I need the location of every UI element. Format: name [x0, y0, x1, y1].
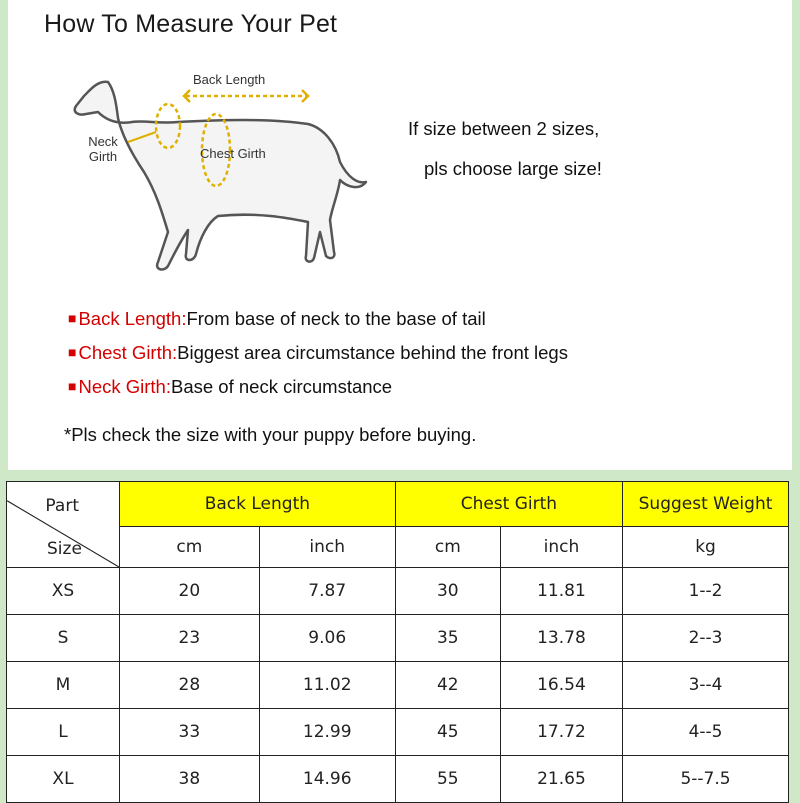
size-chart-table [6, 481, 789, 803]
table-cell: 17.72 [500, 709, 622, 756]
definition-neck-girth [68, 374, 568, 408]
bullet-icon: ■ [68, 378, 77, 394]
unit-cell: inch [259, 527, 395, 568]
table-cell: 23 [119, 615, 259, 662]
header-chest-girth: Chest Girth [395, 482, 622, 527]
table-cell: 35 [395, 615, 500, 662]
table-cell: 7.87 [259, 568, 395, 615]
dog-measurement-diagram [68, 62, 378, 282]
table-cell: 11.02 [259, 662, 395, 709]
size-cell: S [7, 615, 120, 662]
table-row [7, 709, 789, 756]
size-advice [408, 118, 708, 198]
page-title: How To Measure Your Pet [44, 10, 338, 38]
table-cell: 28 [119, 662, 259, 709]
table-cell: 9.06 [259, 615, 395, 662]
unit-cell: inch [500, 527, 622, 568]
table-cell: 21.65 [500, 756, 622, 803]
advice-line-2: pls choose large size! [424, 158, 602, 179]
measure-guide-panel [8, 0, 792, 470]
table-cell: 45 [395, 709, 500, 756]
table-cell: 2--3 [623, 615, 789, 662]
table-cell: 5--7.5 [623, 756, 789, 803]
unit-cell: cm [395, 527, 500, 568]
table-cell: 12.99 [259, 709, 395, 756]
table-cell: 3--4 [623, 662, 789, 709]
table-cell: 14.96 [259, 756, 395, 803]
size-cell: XS [7, 568, 120, 615]
table-unit-row [7, 527, 789, 568]
purchase-note: *Pls check the size with your puppy before buying. [64, 424, 477, 445]
unit-cell: cm [119, 527, 259, 568]
table-row [7, 568, 789, 615]
header-suggest-weight: Suggest Weight [623, 482, 789, 527]
figure-label-chest-girth: Chest Girth [200, 146, 266, 161]
unit-cell: kg [623, 527, 789, 568]
table-cell: 30 [395, 568, 500, 615]
corner-label-part: Part [45, 496, 79, 516]
measurement-definitions [68, 306, 568, 408]
dog-silhouette-icon [68, 62, 378, 282]
bullet-icon: ■ [68, 310, 77, 326]
definition-chest-girth [68, 340, 568, 374]
figure-label-neck-girth: Neck Girth [88, 134, 118, 164]
table-cell: 13.78 [500, 615, 622, 662]
corner-label-size: Size [47, 539, 82, 559]
table-cell: 16.54 [500, 662, 622, 709]
definition-term: Neck Girth: [78, 376, 171, 397]
size-cell: L [7, 709, 120, 756]
header-back-length: Back Length [119, 482, 395, 527]
table-cell: 38 [119, 756, 259, 803]
table-cell: 20 [119, 568, 259, 615]
definition-term: Back Length: [78, 308, 187, 329]
table-cell: 1--2 [623, 568, 789, 615]
table-row [7, 756, 789, 803]
definition-desc: From base of neck to the base of tail [186, 308, 486, 329]
table-row [7, 662, 789, 709]
definition-desc: Biggest area circumstance behind the front legs [177, 342, 568, 363]
size-cell: M [7, 662, 120, 709]
definition-term: Chest Girth: [78, 342, 178, 363]
size-cell: XL [7, 756, 120, 803]
bullet-icon: ■ [68, 344, 77, 360]
table-cell: 33 [119, 709, 259, 756]
table-corner-cell [7, 482, 120, 568]
table-cell: 4--5 [623, 709, 789, 756]
definition-back-length [68, 306, 568, 340]
table-row [7, 615, 789, 662]
table-cell: 11.81 [500, 568, 622, 615]
table-cell: 55 [395, 756, 500, 803]
figure-label-back-length: Back Length [193, 72, 266, 87]
definition-desc: Base of neck circumstance [171, 376, 393, 397]
table-header-row [7, 482, 789, 527]
advice-line-1: If size between 2 sizes, [408, 118, 600, 139]
table-cell: 42 [395, 662, 500, 709]
